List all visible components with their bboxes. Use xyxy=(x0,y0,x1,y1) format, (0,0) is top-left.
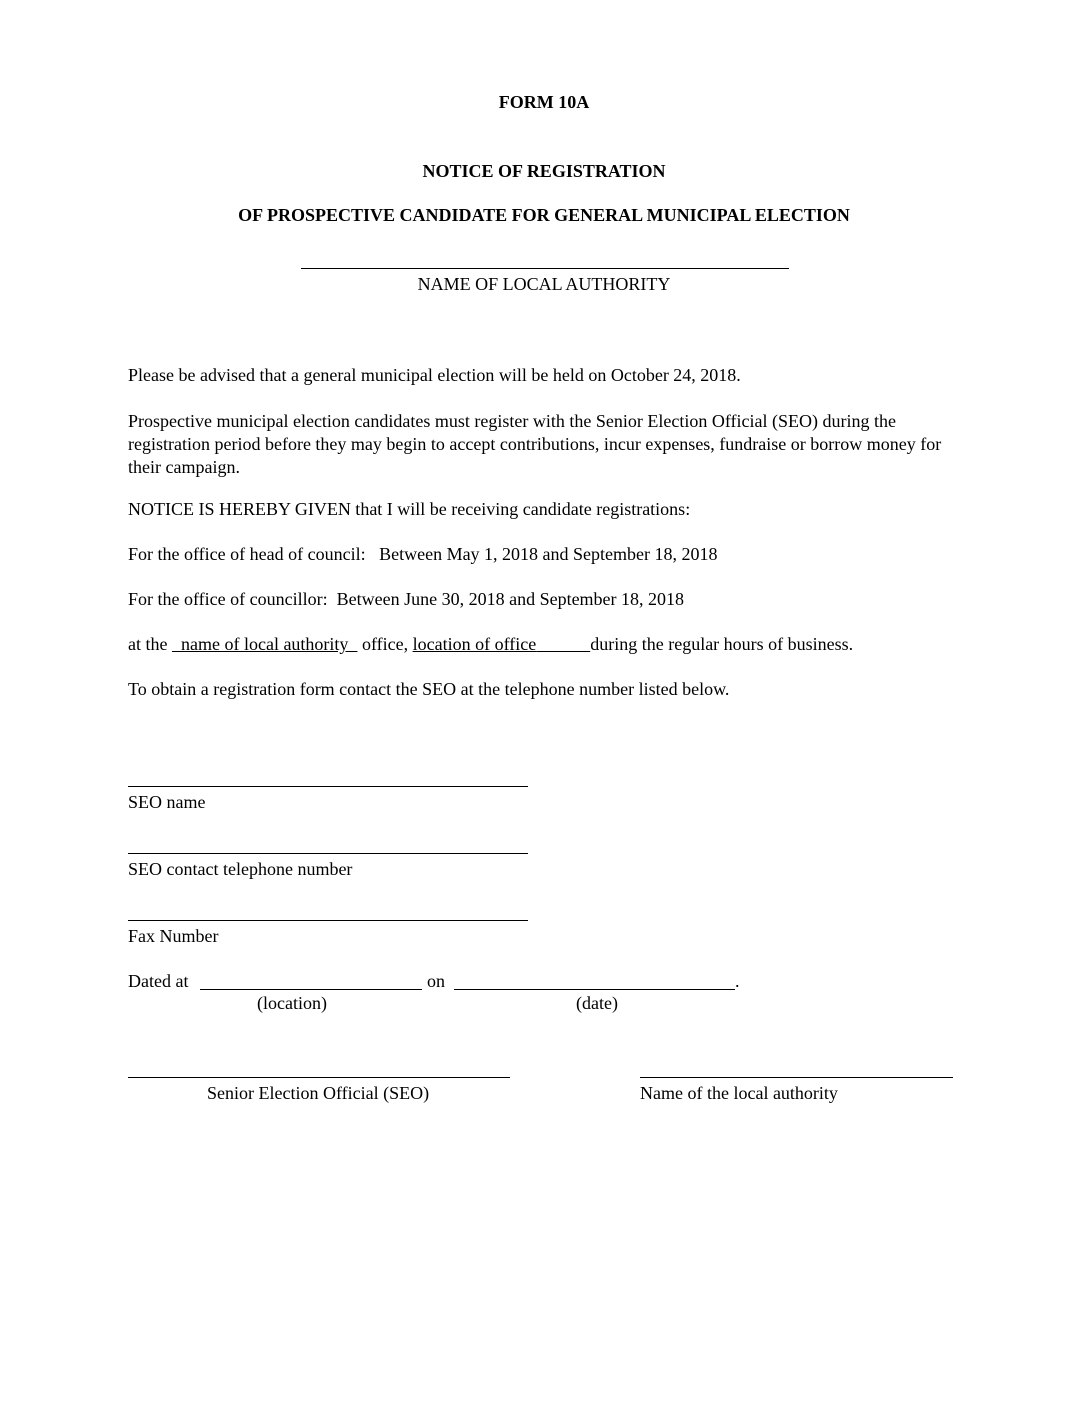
councillor-period: Between June 30, 2018 and September 18, 2018 xyxy=(336,589,685,609)
dated-period: . xyxy=(735,971,740,991)
seo-signature-caption: Senior Election Official (SEO) xyxy=(207,1083,430,1103)
office-location-placeholder: location of office xyxy=(412,634,537,654)
councillor-label: For the office of councillor: xyxy=(128,589,328,609)
head-of-council-row xyxy=(128,544,718,565)
dated-location-line[interactable] xyxy=(200,989,422,990)
head-of-council-label: For the office of head of council: xyxy=(128,544,366,564)
seo-signature-line[interactable] xyxy=(128,1077,510,1078)
seo-phone-line[interactable] xyxy=(128,853,528,854)
at-the-text: at the xyxy=(128,634,168,654)
office-location-row xyxy=(128,634,853,655)
authority-name-caption: NAME OF LOCAL AUTHORITY xyxy=(417,274,671,294)
dated-at-label: Dated at xyxy=(128,971,189,991)
location-caption: (location) xyxy=(257,993,327,1013)
fax-caption: Fax Number xyxy=(128,926,219,946)
form-title-line1: NOTICE OF REGISTRATION xyxy=(422,161,666,181)
obtain-form-paragraph: To obtain a registration form contact the SEO at the telephone number listed below. xyxy=(128,679,730,699)
office-location-blank[interactable] xyxy=(413,634,591,654)
office-text: office, xyxy=(361,634,409,654)
form-number: FORM 10A xyxy=(498,92,590,112)
seo-name-line[interactable] xyxy=(128,786,528,787)
head-of-council-period: Between May 1, 2018 and September 18, 2018 xyxy=(379,544,718,564)
dated-date-line[interactable] xyxy=(454,989,735,990)
seo-name-caption: SEO name xyxy=(128,792,206,812)
authority-name-line[interactable] xyxy=(301,268,789,269)
notice-paragraph: NOTICE IS HEREBY GIVEN that I will be receiving candidate registrations: xyxy=(128,499,691,519)
fax-line[interactable] xyxy=(128,920,528,921)
local-authority-signature-line[interactable] xyxy=(640,1077,953,1078)
business-hours-text: during the regular hours of business. xyxy=(590,634,854,654)
councillor-row xyxy=(128,589,684,610)
date-caption: (date) xyxy=(576,993,618,1013)
form-title-line2: OF PROSPECTIVE CANDIDATE FOR GENERAL MUNICIPAL ELECTION xyxy=(238,205,850,225)
on-label: on xyxy=(427,971,445,991)
authority-name-blank[interactable] xyxy=(172,634,357,654)
authority-name-placeholder: name of local authority xyxy=(180,634,349,654)
election-date-paragraph: Please be advised that a general municipal election will be held on October 24, 2018. xyxy=(128,365,741,385)
local-authority-signature-caption: Name of the local authority xyxy=(640,1083,838,1103)
seo-phone-caption: SEO contact telephone number xyxy=(128,859,353,879)
registration-requirement-paragraph: Prospective municipal election candidates must register with the Senior Election Official (SEO) during the registration period before they may begin to accept contributions, incur expenses, fundraise or borrow money for their campaign. xyxy=(128,411,942,477)
